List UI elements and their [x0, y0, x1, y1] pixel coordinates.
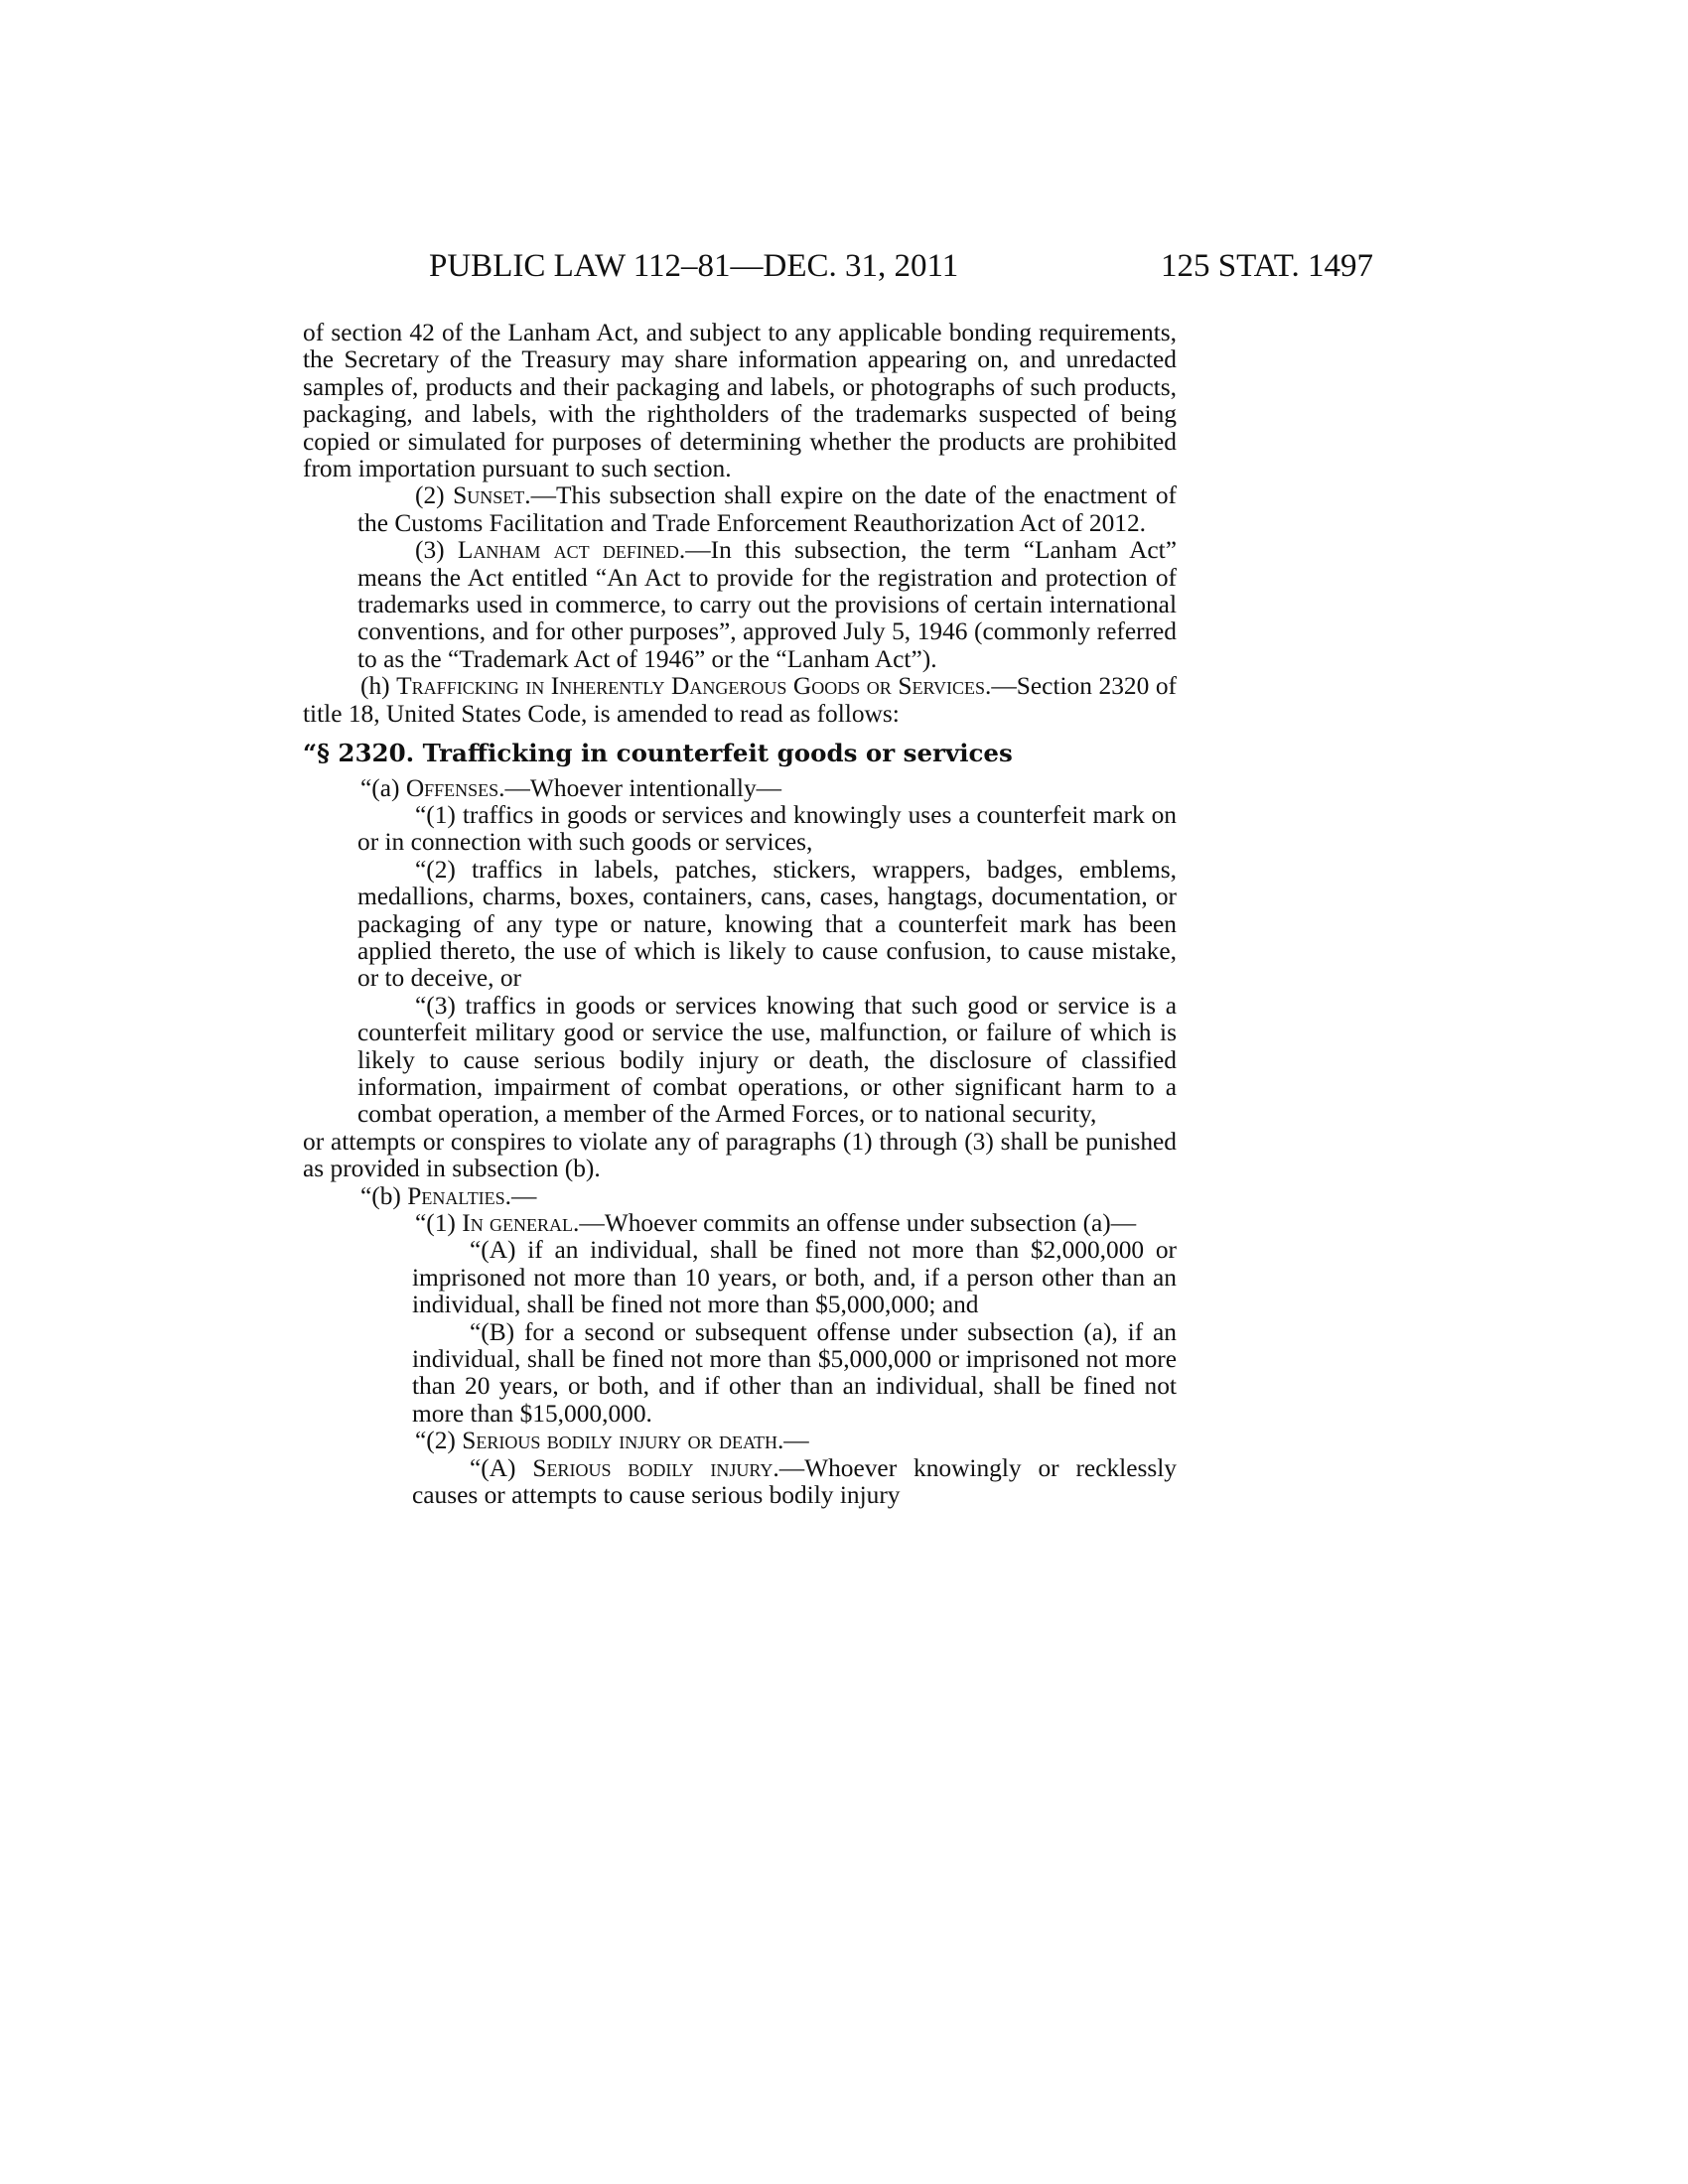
para-text: —This subsection shall expire on the date of the enactment of the Customs Facilitation and Trade Enforcement Reauthorization Act of 2012. [357, 481, 1177, 537]
paragraph-a3: “(3) traffics in goods or services knowing that such good or service is a counterfeit military good or service the use, malfunction, or failure of which is likely to cause serious bodily injury or death, the disclosure of classified information, impairment of combat operations, or other significant harm to a combat operation, a member of the Armed Forces, or to national security, [357, 991, 1177, 1129]
para-text: —Whoever intentionally— [504, 773, 782, 802]
paragraph-b2 [303, 1428, 1177, 1454]
para-heading: Sunset. [453, 481, 531, 510]
para-number: “(1) [415, 1209, 463, 1237]
para-number: “(2) [415, 1427, 463, 1455]
document-body [303, 320, 1177, 1509]
para-number: (h) [360, 672, 397, 701]
para-number: “(a) [360, 773, 406, 802]
para-heading: In general. [462, 1209, 580, 1237]
para-text: — [783, 1427, 809, 1455]
paragraph-a2: “(2) traffics in labels, patches, stickers, wrappers, badges, emblems, medallions, charms, boxes, containers, cans, cases, hangtags, documentation, or packaging of any type or nature, knowing that a counterfeit mark has been applied thereto, the use of which is likely to cause confusion, to cause mistake, or to deceive, or [357, 855, 1177, 993]
para-text: —Section 2320 of title 18, United States Code, is amended to read as follows: [303, 672, 1177, 728]
paragraph-sunset [303, 482, 1177, 537]
paragraph-b1 [303, 1210, 1177, 1237]
paragraph-continuation: of section 42 of the Lanham Act, and subject to any applicable bonding requirements, the Secretary of the Treasury may share information appearing on, and unredacted samples of, products and their packaging and labels, or photographs of such products, packaging, and labels, with the rightholders of the trademarks suspected of being copied or simulated for purposes of determining whether the products are prohibited from importation pursuant to such section. [303, 319, 1177, 483]
para-text: — [511, 1181, 537, 1210]
para-number: (2) [415, 481, 454, 510]
para-text: —In this subsection, the term “Lanham Act” means the Act entitled “An Act to provide for the registration and protection of trademarks used in commerce, to carry out the provisions of certain international conventions, and for other purposes”, approved July 5, 1946 (commonly referred to as the “Trademark Act of 1946” or the “Lanham Act”). [357, 536, 1178, 673]
para-heading: Serious bodily injury. [532, 1453, 779, 1482]
para-number: “(b) [360, 1181, 408, 1210]
paragraph-a-tail: or attempts or conspires to violate any of paragraphs (1) through (3) shall be punished as provided in subsection (b). [303, 1127, 1177, 1183]
para-heading: Penalties. [407, 1181, 512, 1210]
para-heading: Offenses. [405, 773, 505, 802]
header-stat-page: 125 STAT. 1497 [1160, 248, 1373, 284]
para-heading: Trafficking in Inherently Dangerous Goods or Services. [396, 672, 992, 701]
paragraph-penalties [303, 1183, 1177, 1210]
header-citation: PUBLIC LAW 112–81—DEC. 31, 2011 [429, 248, 959, 284]
para-number: “(A) [470, 1453, 533, 1482]
paragraph-subsection-h [303, 673, 1177, 728]
para-text: —Whoever knowingly or recklessly causes or attempts to cause serious bodily injury [412, 1453, 1177, 1510]
paragraph-lanham-defined [303, 537, 1177, 673]
paragraph-a1: “(1) traffics in goods or services and knowingly uses a counterfeit mark on or in connection with such goods or services, [357, 800, 1177, 857]
paragraph-b2A [303, 1455, 1177, 1510]
para-heading: Serious bodily injury or death. [462, 1427, 784, 1455]
para-heading: Lanham act defined. [457, 536, 686, 565]
page-header [429, 248, 1373, 288]
para-text: —Whoever commits an offense under subsection (a)— [579, 1209, 1137, 1237]
section-heading: “§ 2320. Trafficking in counterfeit goods or services [303, 739, 1013, 768]
paragraph-b1B: “(B) for a second or subsequent offense under subsection (a), if an individual, shall be fined not more than $5,000,000 or imprisoned not more than 20 years, or both, and if other than an individual, shall be fined not more than $15,000,000. [412, 1317, 1177, 1428]
paragraph-b1A: “(A) if an individual, shall be fined not more than $2,000,000 or imprisoned not more than 10 years, or both, and, if a person other than an individual, shall be fined not more than $5,000,000; and [412, 1236, 1177, 1319]
para-number: (3) [415, 536, 458, 565]
paragraph-offenses [303, 775, 1177, 802]
